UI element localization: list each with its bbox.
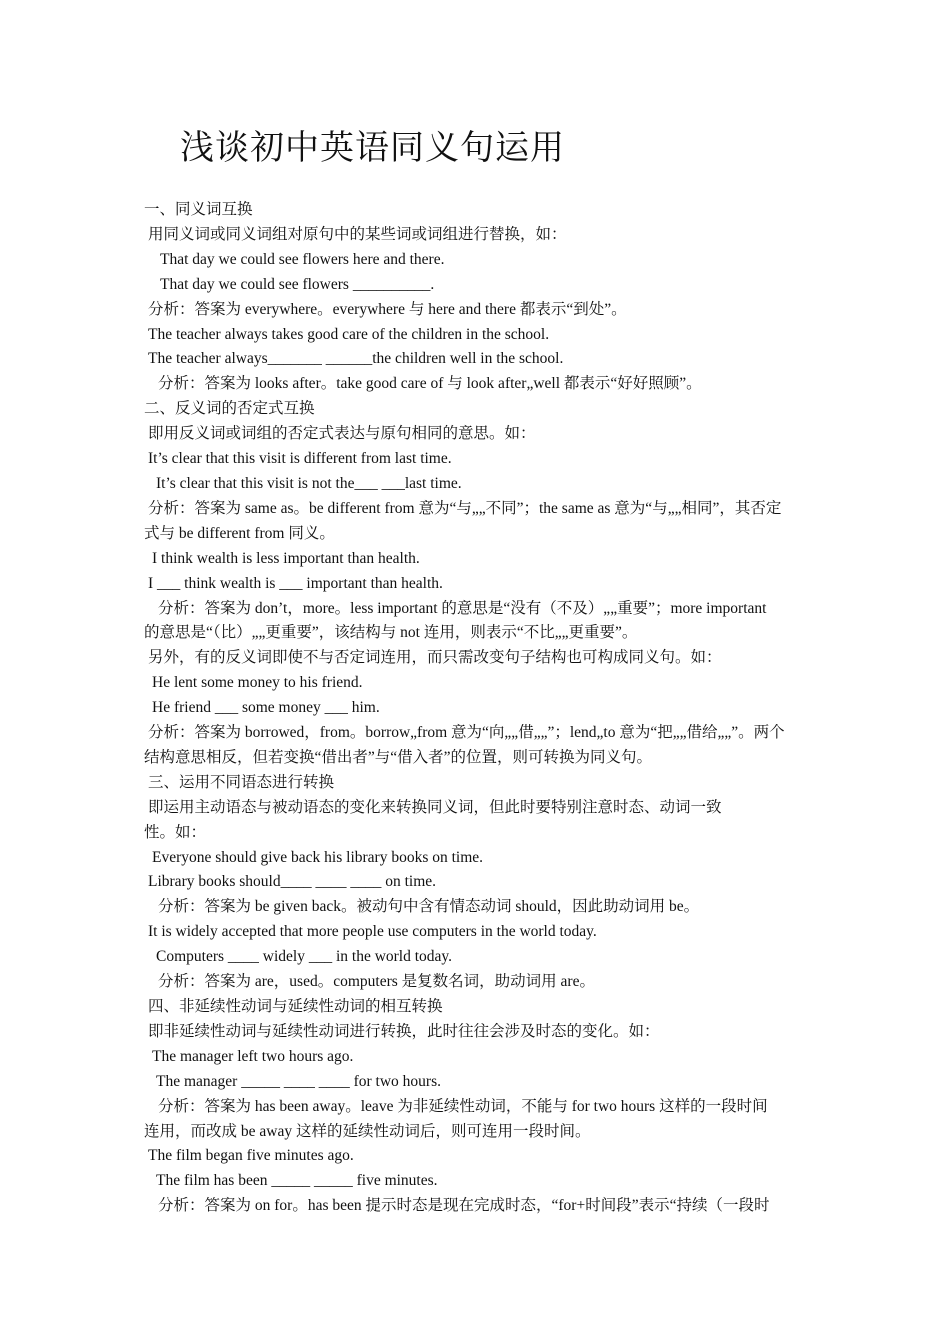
- text-line: 四、非延续性动词与延续性动词的相互转换: [148, 998, 443, 1015]
- text-line: The teacher always takes good care of the children in the school.: [148, 325, 550, 343]
- text-line: 分析：答案为 on for。has been 提示时态是现在完成时态，“for+时间段”表示“持续（一段时: [158, 1197, 770, 1215]
- text-line: 分析：答案为 don’t，more。less important 的意思是“没有（不及）„„重要”；more important: [158, 599, 767, 617]
- text-line: 即用反义词或词组的否定式表达与原句相同的意思。如：: [148, 425, 536, 443]
- text-line: 即非延续性动词与延续性动词进行转换，此时往往会涉及时态的变化。如：: [148, 1022, 660, 1040]
- text-line: 另外，有的反义词即使不与否定词连用，而只需改变句子结构也可构成同义句。如：: [148, 649, 722, 667]
- text-line: 分析：答案为 are，used。computers 是复数名词，助动词用 are。: [158, 973, 595, 991]
- text-line: Computers ____ widely ___ in the world today.: [156, 948, 453, 966]
- text-line: 一、同义词互换: [144, 201, 253, 218]
- text-line: The film began five minutes ago.: [148, 1147, 354, 1165]
- text-line: 分析：答案为 looks after。take good care of 与 look after„well 都表示“好好照顾”。: [158, 375, 702, 393]
- text-line: 分析：答案为 everywhere。everywhere 与 here and there 都表示“到处”。: [148, 300, 627, 318]
- text-line: 连用，而改成 be away 这样的延续性动词后，则可连用一段时间。: [144, 1122, 591, 1140]
- text-line: 二、反义词的否定式互换: [144, 400, 315, 418]
- text-line: He lent some money to his friend.: [152, 674, 363, 692]
- text-line: 分析：答案为 same as。be different from 意为“与„„不同”；the same as 意为“与„„相同”，其否定: [148, 499, 782, 517]
- text-line: 分析：答案为 has been away。leave 为非延续性动词，不能与 for two hours 这样的一段时间: [158, 1097, 768, 1115]
- document-body: [144, 198, 808, 1219]
- text-line: I ___ think wealth is ___ important than health.: [148, 574, 443, 592]
- text-line: That day we could see flowers here and there.: [160, 250, 445, 268]
- text-line: 分析：答案为 be given back。被动句中含有情态动词 should，因此助动词用 be。: [158, 898, 700, 916]
- document-title: 浅谈初中英语同义句运用: [180, 128, 565, 168]
- text-line: 分析：答案为 borrowed，from。borrow„from 意为“向„„借„„”；lend„to 意为“把„„借给„„”。两个: [148, 724, 785, 742]
- text-line: 性。如：: [144, 823, 207, 841]
- text-line: Everyone should give back his library books on time.: [152, 848, 484, 866]
- text-line: 结构意思相反，但若变换“借出者”与“借入者”的位置，则可转换为同义句。: [144, 748, 653, 766]
- text-line: It is widely accepted that more people use computers in the world today.: [148, 923, 597, 941]
- text-line: Library books should____ ____ ____ on time.: [148, 873, 437, 891]
- text-line: The film has been _____ _____ five minutes.: [156, 1172, 438, 1190]
- text-line: That day we could see flowers __________.: [160, 275, 435, 293]
- text-line: The teacher always_______ ______the children well in the school.: [148, 350, 564, 368]
- text-line: The manager left two hours ago.: [152, 1047, 354, 1065]
- text-line: 用同义词或同义词组对原句中的某些词或词组进行替换，如：: [148, 225, 567, 243]
- text-line: It’s clear that this visit is not the___ ___last time.: [156, 474, 462, 492]
- text-line: 式与 be different from 同义。: [144, 524, 335, 542]
- text-line: I think wealth is less important than health.: [152, 549, 420, 567]
- text-line: He friend ___ some money ___ him.: [152, 699, 380, 717]
- text-line: 的意思是“（比）„„更重要”，该结构与 not 连用，则表示“不比„„更重要”。: [144, 624, 638, 642]
- text-line: 即运用主动语态与被动语态的变化来转换同义词，但此时要特别注意时态、动词一致: [148, 798, 722, 816]
- text-line: The manager _____ ____ ____ for two hours.: [156, 1072, 441, 1090]
- text-line: It’s clear that this visit is different from last time.: [148, 450, 452, 468]
- text-line: 三、运用不同语态进行转换: [148, 773, 335, 791]
